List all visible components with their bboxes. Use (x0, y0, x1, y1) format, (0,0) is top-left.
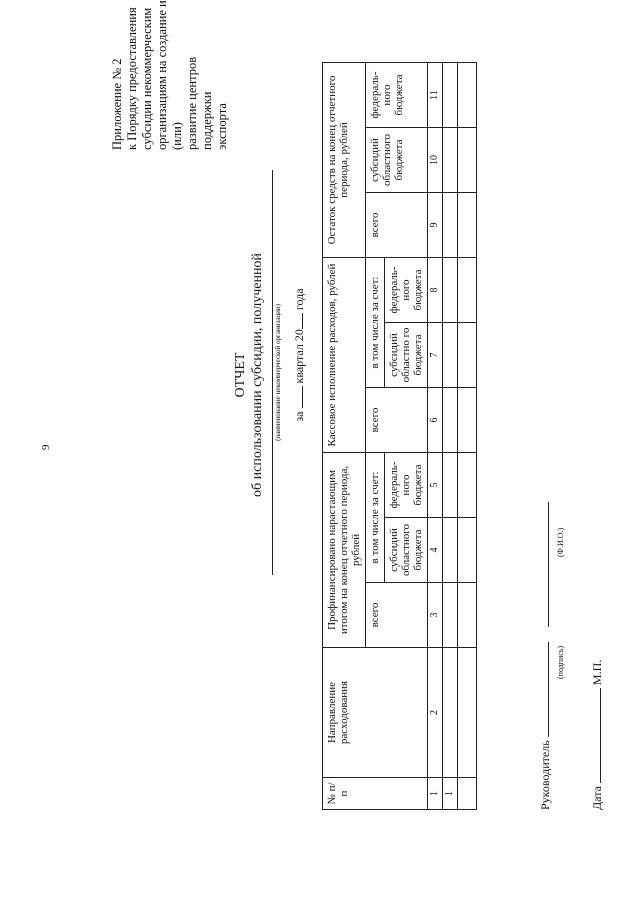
header-in-that: в том числе за счет: (366, 453, 385, 583)
org-name-line (272, 170, 273, 575)
header-total: всего (366, 388, 428, 453)
table-cell (443, 323, 458, 388)
header-in-that: в том числе за счет: (366, 258, 385, 388)
table-cell (458, 323, 477, 388)
sign-caption: (подпись) (556, 645, 565, 679)
header-federal: федераль- ного бюджета (366, 62, 428, 127)
column-number: 9 (428, 193, 443, 258)
fio-blank (548, 502, 549, 627)
table-cell (458, 258, 477, 323)
table-cell (443, 388, 458, 453)
column-number: 1 (428, 778, 443, 810)
header-cash: Кассовое исполнение расходов, рублей (323, 258, 366, 453)
column-number-row (428, 62, 443, 809)
appendix-line: экспорта (215, 103, 229, 150)
column-number: 11 (428, 62, 443, 127)
stamp-label: М.П. (590, 659, 604, 686)
table-cell (443, 193, 458, 258)
header-direction: Направление расходования (323, 648, 428, 778)
table-cell (458, 583, 477, 648)
fio-caption: (Ф.И.О.) (556, 527, 565, 557)
page-number: 9 (40, 444, 52, 450)
table-cell (458, 518, 477, 583)
table-cell (443, 583, 458, 648)
appendix-line: организациям на создание и (или) (155, 0, 184, 150)
period-mid: квартал 20 (292, 329, 306, 384)
table-row (443, 62, 458, 809)
column-number: 8 (428, 258, 443, 323)
report-table (322, 62, 477, 810)
table-cell (443, 648, 458, 778)
header-financed: Профинансировано нарастающим итогом на конец отчетного периода, рублей (323, 453, 366, 648)
org-name-caption: (наименование некоммерческой организации) (274, 304, 282, 441)
table-cell (458, 62, 477, 127)
appendix-line: Приложение № 2 (110, 58, 124, 150)
year-blank (302, 313, 303, 329)
table-cell (443, 62, 458, 127)
table-cell (443, 258, 458, 323)
column-number: 5 (428, 453, 443, 518)
table-cell (458, 193, 477, 258)
header-regional: субсидий областно го бюджета (385, 323, 428, 388)
column-number: 2 (428, 648, 443, 778)
table-cell: 1 (443, 778, 458, 810)
table-cell (458, 388, 477, 453)
report-period (292, 205, 307, 505)
table-cell (458, 778, 477, 810)
header-regional: субсидий областного бюджета (385, 518, 428, 583)
date-label: Дата (590, 786, 604, 810)
period-suffix: года (292, 288, 306, 311)
appendix-block (110, 0, 230, 150)
column-number: 4 (428, 518, 443, 583)
quarter-blank (302, 386, 303, 408)
report-title-block (232, 225, 266, 525)
header-total: всего (366, 583, 428, 648)
appendix-line: развитие центров поддержки (185, 56, 214, 150)
table-cell (443, 518, 458, 583)
column-number: 10 (428, 128, 443, 193)
appendix-line: субсидии некоммерческим (140, 7, 154, 150)
table-row (458, 62, 477, 809)
head-label: Руководитель (538, 740, 552, 810)
table-cell (458, 453, 477, 518)
table-cell (443, 128, 458, 193)
column-number: 6 (428, 388, 443, 453)
table-cell (458, 128, 477, 193)
column-number: 7 (428, 323, 443, 388)
header-total: всего (366, 193, 428, 258)
header-federal: федераль- ного бюджета (385, 453, 428, 518)
header-balance: Остаток средств на конец отчетного периода, рублей (323, 62, 366, 257)
header-num: № п/п (323, 778, 428, 810)
column-number: 3 (428, 583, 443, 648)
signature-blank (548, 642, 549, 737)
date-line (590, 660, 605, 810)
period-prefix: за (292, 411, 306, 422)
header-regional: субсидий областного бюджета (366, 128, 428, 193)
report-title: ОТЧЕТ (233, 352, 248, 398)
date-blank (600, 688, 601, 783)
table-cell (443, 453, 458, 518)
table-header-row (323, 62, 366, 809)
table-cell (458, 648, 477, 778)
report-subtitle: об использовании субсидии, полученной (250, 253, 265, 497)
signature-line (538, 502, 553, 810)
header-federal: федераль- ного бюджета (385, 258, 428, 323)
appendix-line: к Порядку предоставления (125, 7, 139, 150)
